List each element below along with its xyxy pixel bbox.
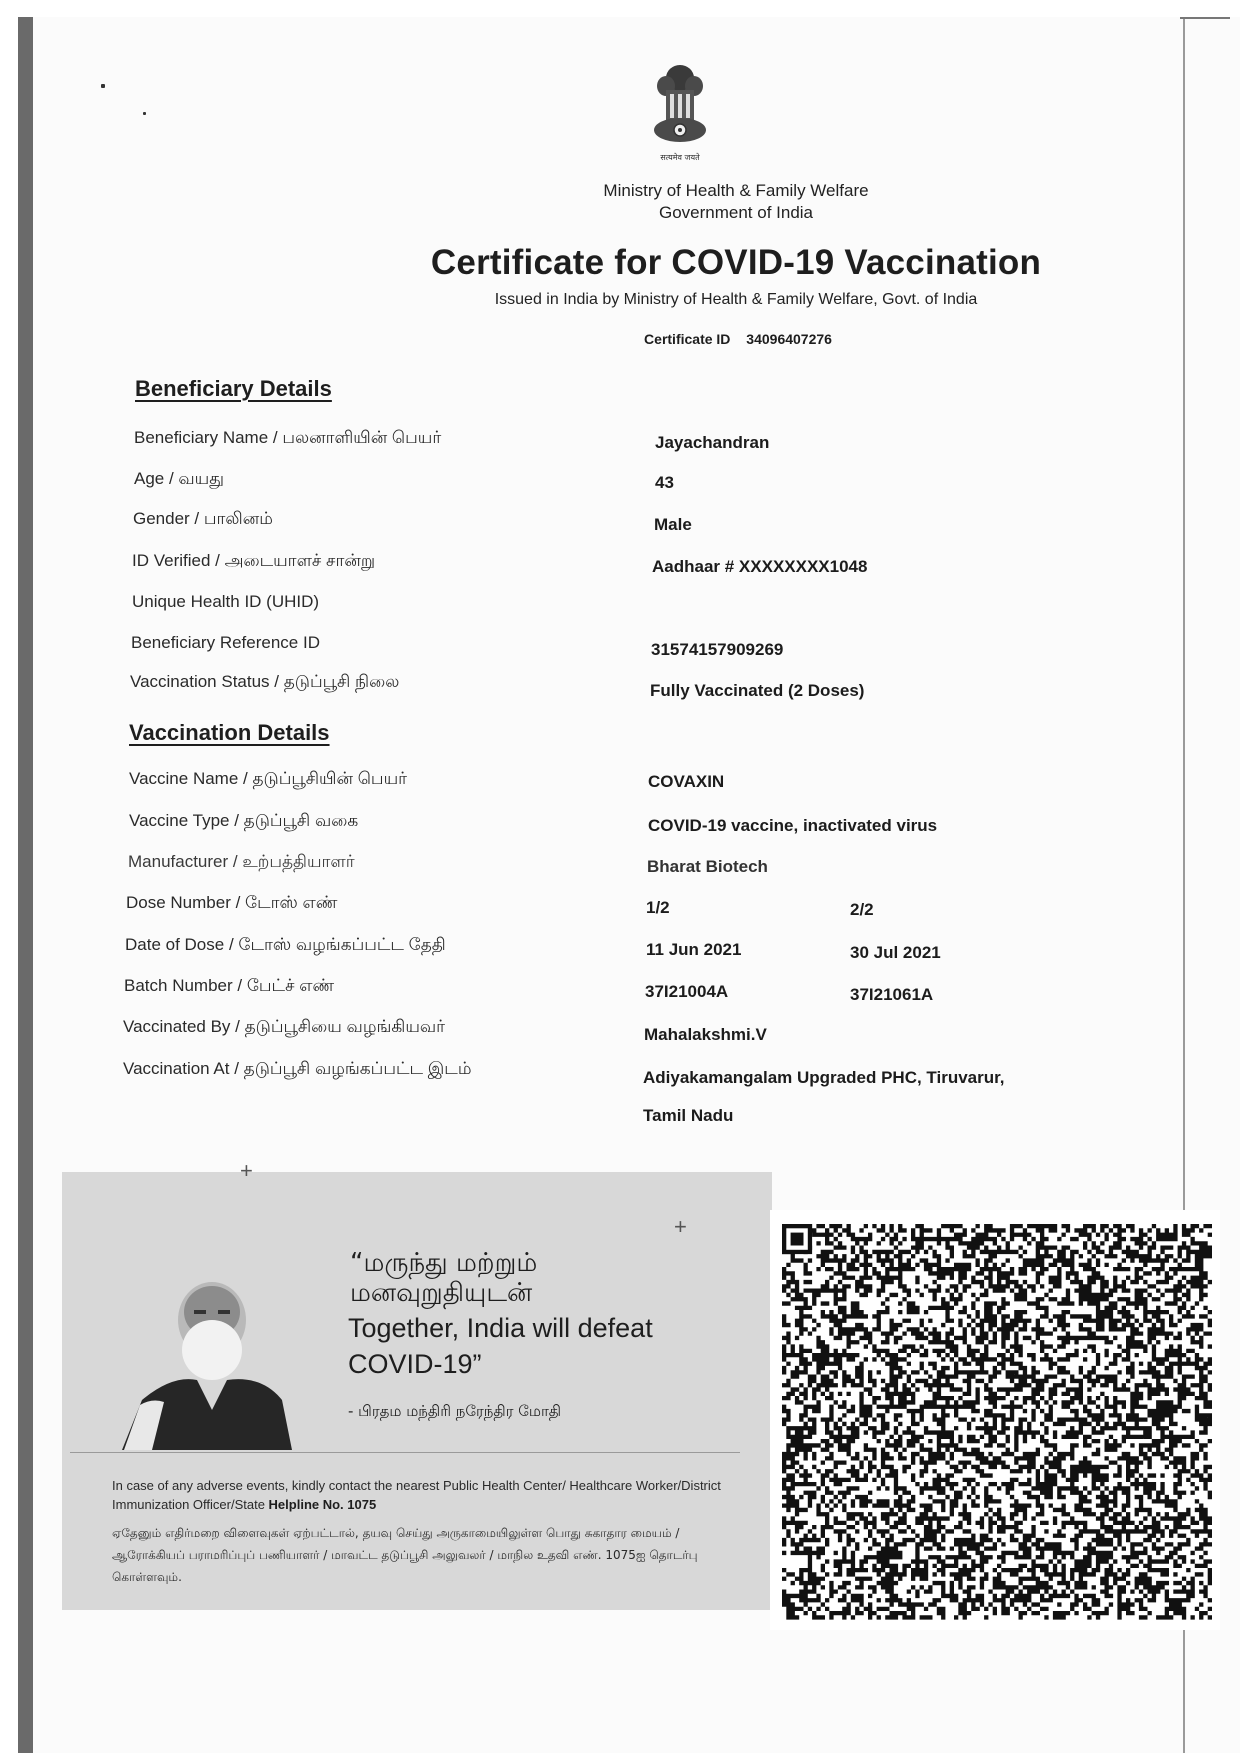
quote-attribution: - பிரதம மந்திரி நரேந்திர மோதி — [348, 1402, 562, 1420]
quote-english: Together, India will defeat COVID-19” — [348, 1313, 653, 1379]
date-of-dose-label: Date of Dose / டோஸ் வழங்கப்பட்ட தேதி — [125, 935, 446, 954]
emblem-motto: सत्यमेव जयते — [660, 153, 700, 162]
id-verified-value: Aadhaar # XXXXXXXX1048 — [652, 557, 868, 576]
batch-number-label: Batch Number / பேட்ச் எண் — [124, 976, 335, 995]
dose-2-number: 2/2 — [850, 900, 874, 919]
dose-1-batch: 37I21004A — [645, 982, 729, 1001]
gender-value: Male — [654, 515, 692, 534]
scan-speck — [143, 112, 146, 115]
certificate-id-label: Certificate ID — [644, 331, 731, 347]
vaccination-details-heading: Vaccination Details — [129, 720, 330, 745]
vaccine-name-value: COVAXIN — [648, 772, 725, 791]
beneficiary-name-label: Beneficiary Name / பலனாளியின் பெயர் — [134, 428, 442, 447]
verification-qr-code — [770, 1210, 1220, 1630]
id-verified-label: ID Verified / அடையாளச் சான்று — [132, 551, 376, 570]
state-emblem-icon — [648, 60, 712, 165]
vaccine-type-value: COVID-19 vaccine, inactivated virus — [648, 816, 938, 835]
certificate-title: Certificate for COVID-19 Vaccination — [430, 243, 1042, 282]
beneficiary-reference-id-label: Beneficiary Reference ID — [131, 633, 320, 652]
quote-tamil — [350, 1248, 537, 1308]
vaccine-type-label: Vaccine Type / தடுப்பூசி வகை — [129, 811, 359, 830]
adverse-events-text: In case of any adverse events, kindly contact the nearest Public Health Center/ Healthcare Worker/District Immunization Officer/State — [112, 1478, 721, 1512]
vaccination-status-value: Fully Vaccinated (2 Doses) — [650, 681, 865, 700]
adverse-events-notice-tamil: ஏதேனும் எதிர்மறை விளைவுகள் ஏற்பட்டால், தயவு செய்து அருகாமையிலுள்ள பொது சுகாதார மையம் / ஆரோக்கியப் பராமரிப்புப் பணியாளர் / மாவட்ட தடுப்பூசி அலுவலர் / மாநில உதவி எண். 1075ஐ தொடர்பு கொள்ளவும். — [112, 1526, 698, 1584]
issued-by: Issued in India by Ministry of Health & Family Welfare, Govt. of India — [494, 291, 978, 308]
vaccinated-at-label: Vaccination At / தடுப்பூசி வழங்கப்பட்ட இடம் — [123, 1059, 472, 1078]
government-name: Government of India — [658, 203, 814, 222]
age-value: 43 — [655, 473, 674, 492]
promo-divider — [70, 1452, 740, 1453]
certificate-id-value: 34096407276 — [746, 331, 832, 347]
quote-tamil-line2: மனவுறுதியுடன் — [350, 1278, 533, 1308]
age-label: Age / வயது — [134, 469, 225, 488]
dose-number-label: Dose Number / டோஸ் எண் — [126, 893, 338, 912]
scan-edge-line — [1180, 17, 1230, 19]
vaccinated-at-line2: Tamil Nadu — [643, 1106, 734, 1125]
vaccinated-by-label: Vaccinated By / தடுப்பூசியை வழங்கியவர் — [123, 1017, 446, 1036]
helpline-number: Helpline No. 1075 — [268, 1497, 377, 1512]
qr-modules — [782, 1224, 1212, 1620]
certificate-id — [0, 331, 1240, 347]
adverse-events-notice — [112, 1476, 732, 1514]
qr-finder-pattern — [791, 1233, 804, 1246]
quote-tamil-line1: “மருந்து மற்றும் — [350, 1248, 538, 1278]
dose-2-date: 30 Jul 2021 — [850, 943, 941, 962]
dose-1-number: 1/2 — [646, 898, 670, 917]
manufacturer-label: Manufacturer / உற்பத்தியாளர் — [128, 852, 355, 871]
uhid-label: Unique Health ID (UHID) — [132, 592, 320, 611]
vaccine-name-label: Vaccine Name / தடுப்பூசியின் பெயர் — [129, 769, 408, 788]
manufacturer-value: Bharat Biotech — [647, 857, 768, 876]
beneficiary-name-value: Jayachandran — [655, 433, 770, 452]
ministry-name: Ministry of Health & Family Welfare — [603, 181, 869, 200]
qr-code-icon — [782, 1224, 1212, 1624]
beneficiary-details-heading: Beneficiary Details — [135, 376, 332, 401]
ministry-heading — [0, 180, 1240, 224]
vaccinated-by-value: Mahalakshmi.V — [644, 1025, 767, 1044]
registration-mark-icon: + — [674, 1214, 687, 1239]
prime-minister-portrait — [112, 1280, 302, 1450]
vaccination-status-label: Vaccination Status / தடுப்பூசி நிலை — [130, 672, 400, 691]
registration-mark-icon: + — [240, 1158, 253, 1183]
scan-speck — [101, 84, 105, 88]
beneficiary-reference-id-value: 31574157909269 — [651, 640, 784, 659]
vaccinated-at-line1: Adiyakamangalam Upgraded PHC, Tiruvarur, — [643, 1068, 1005, 1087]
gender-label: Gender / பாலினம் — [133, 509, 273, 528]
dose-2-batch: 37I21061A — [850, 985, 934, 1004]
dose-1-date: 11 Jun 2021 — [646, 940, 742, 959]
